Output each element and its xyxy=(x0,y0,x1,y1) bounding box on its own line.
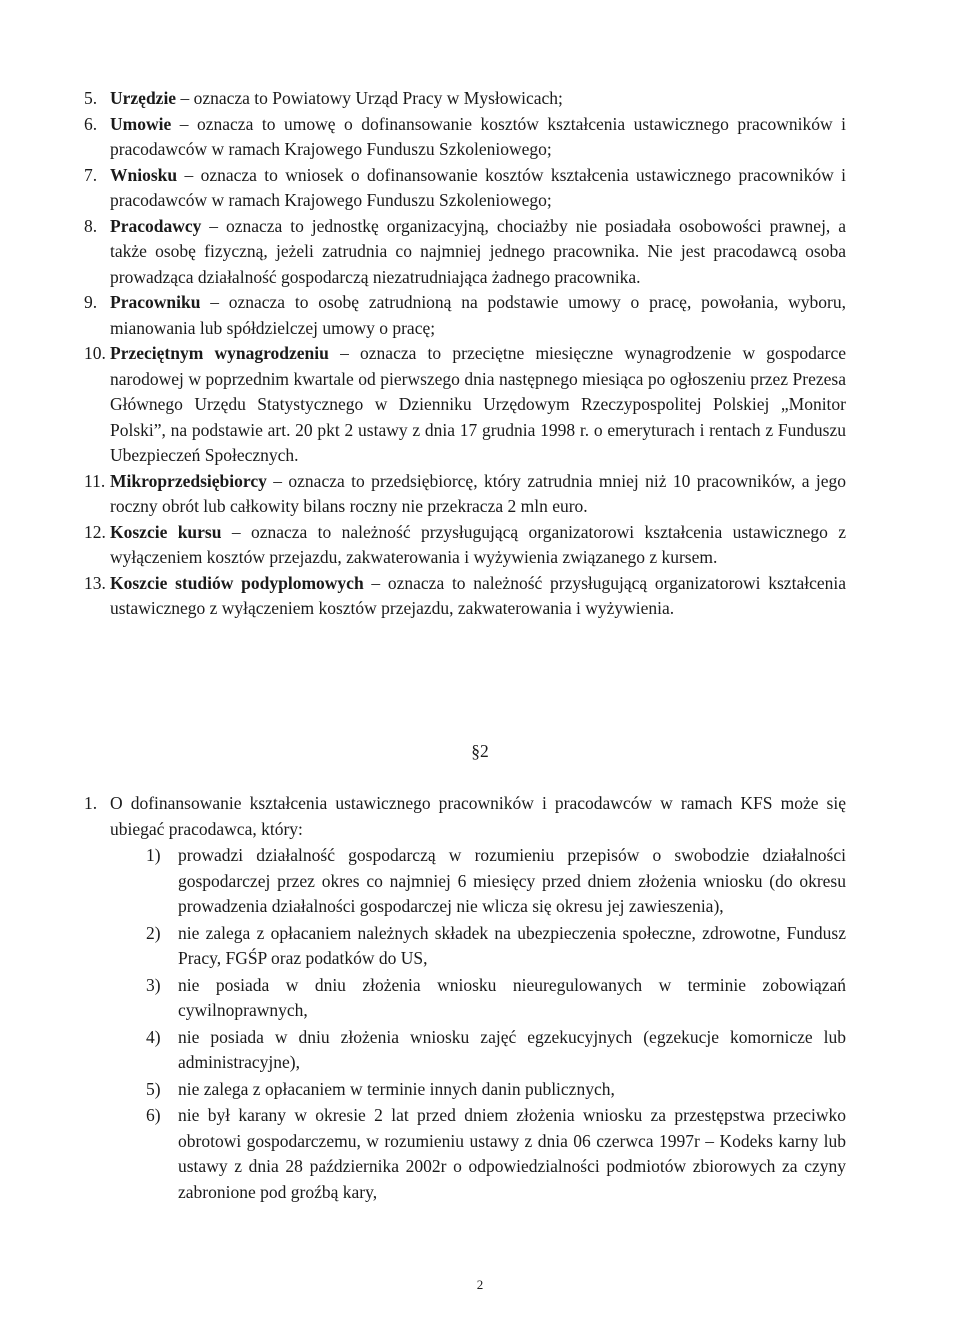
defined-term: Koszcie kursu xyxy=(110,521,222,542)
item-number: 1. xyxy=(84,793,98,813)
item-number: 6. xyxy=(84,113,98,134)
condition-number: 1) xyxy=(146,845,161,865)
defined-term: Pracowniku xyxy=(110,292,201,312)
section-2-paragraph xyxy=(84,791,846,842)
condition-text: nie zalega z opłacaniem należnych składek na ubezpieczenia społeczne, zdrowotne, Fundusz Pracy, FGŚP oraz podatków do US, xyxy=(178,922,846,968)
condition-item xyxy=(146,1077,846,1103)
section-2-body xyxy=(84,791,846,1205)
definition-item xyxy=(84,571,846,622)
section-heading: §2 xyxy=(471,741,489,761)
condition-item xyxy=(146,921,846,972)
definition-text: – oznacza to wniosek o dofinansowanie kosztów kształcenia ustawicznego pracowników i pracodawców w ramach Krajowego Funduszu Szkoleniowego; xyxy=(110,164,846,210)
definition-text: – oznacza to Powiatowy Urząd Pracy w Mysłowicach; xyxy=(176,88,563,108)
condition-text: nie był karany w okresie 2 lat przed dniem złożenia wniosku za przestępstwa przeciwko obrotowi gospodarczemu, w rozumieniu ustawy z dnia 06 czerwca 1997r – Kodeks karny lub ustawy z dnia 28 października 2002r o odpowiedzialności podmiotów zbiorowych za czyny zabronione pod groźbą kary, xyxy=(178,1105,846,1202)
condition-number: 6) xyxy=(146,1105,161,1125)
paragraph-intro: O dofinansowanie kształcenia ustawicznego pracowników i pracodawców w ramach KFS może się ubiegać pracodawca, który: xyxy=(110,793,846,839)
condition-item xyxy=(146,1025,846,1076)
definition-item xyxy=(84,86,846,112)
condition-number: 2) xyxy=(146,922,161,943)
definition-item xyxy=(84,163,846,214)
definition-text: – oznacza to umowę o dofinansowanie kosztów kształcenia ustawicznego pracowników i pracodawców w ramach Krajowego Funduszu Szkoleniowego; xyxy=(110,113,846,159)
defined-term: Umowie xyxy=(110,113,172,134)
definition-item xyxy=(84,341,846,469)
definition-text: – oznacza to należność przysługującą organizatorowi kształcenia ustawicznego z wyłączeniem kosztów przejazdu, zakwaterowania i wyżywienia. xyxy=(110,572,846,618)
condition-item xyxy=(146,843,846,920)
condition-number: 4) xyxy=(146,1026,161,1047)
condition-text: nie posiada w dniu złożenia wniosku nieuregulowanych w terminie zobowiązań cywilnoprawnych, xyxy=(178,974,846,1020)
condition-number: 3) xyxy=(146,974,161,995)
defined-term: Przeciętnym wynagrodzeniu xyxy=(110,343,329,363)
definition-text: – oznacza to przeciętne miesięczne wynagrodzenie w gospodarce narodowej w poprzednim kwartale od pierwszego dnia następnego miesiąca po ogłoszeniu przez Prezesa Głównego Urzędu Statystycznego w Dzienniku Urzędowym Rzeczypospolitej Polskiej „Monitor Polski”, na podstawie art. 20 pkt 2 ustawy z dnia 17 grudnia 1998 r. o emeryturach i rentach z Funduszu Ubezpieczeń Społecznych. xyxy=(110,343,846,465)
definition-item xyxy=(84,520,846,571)
definition-text: – oznacza to należność przysługującą organizatorowi kształcenia ustawicznego z wyłączeniem kosztów przejazdu, zakwaterowania i wyżywienia związanego z kursem. xyxy=(110,521,846,567)
definitions-list xyxy=(84,86,846,622)
definition-item xyxy=(84,290,846,341)
definition-item xyxy=(84,214,846,291)
defined-term: Koszcie studiów podyplomowych xyxy=(110,572,364,593)
definition-text: – oznacza to jednostkę organizacyjną, chociażby nie posiadała osobowości prawnej, a także osobę fizyczną, jeżeli zatrudnia co najmniej jednego pracownika. Nie jest pracodawcą osoba prowadząca działalność gospodarczą niezatrudniająca żadnego pracownika. xyxy=(110,215,846,287)
condition-item xyxy=(146,1103,846,1205)
page-number: 2 xyxy=(476,1277,484,1292)
definition-item xyxy=(84,112,846,163)
defined-term: Mikroprzedsiębiorcy xyxy=(110,470,267,491)
definition-text: – oznacza to osobę zatrudnioną na podstawie umowy o pracę, powołania, wyboru, mianowania lub spółdzielczej umowy o pracę; xyxy=(110,292,846,338)
item-number: 11. xyxy=(84,470,106,491)
item-number: 7. xyxy=(84,164,98,185)
item-number: 13. xyxy=(84,572,106,593)
condition-text: nie zalega z opłacaniem w terminie innych danin publicznych, xyxy=(178,1078,615,1099)
condition-item xyxy=(146,973,846,1024)
item-number: 10. xyxy=(84,343,106,363)
defined-term: Pracodawcy xyxy=(110,215,202,236)
item-number: 12. xyxy=(84,521,106,542)
item-number: 8. xyxy=(84,215,98,236)
condition-number: 5) xyxy=(146,1078,161,1099)
item-number: 9. xyxy=(84,292,98,312)
condition-text: nie posiada w dniu złożenia wniosku zajęć egzekucyjnych (egzekucje komornicze lub administracyjne), xyxy=(178,1026,846,1072)
defined-term: Urzędzie xyxy=(110,88,177,108)
item-number: 5. xyxy=(84,88,98,108)
definition-text: – oznacza to przedsiębiorcę, który zatrudnia mniej niż 10 pracowników, a jego roczny obrót lub całkowity bilans roczny nie przekracza 2 mln euro. xyxy=(110,470,846,516)
condition-text: prowadzi działalność gospodarczą w rozumieniu przepisów o swobodzie działalności gospodarczej przez okres co najmniej 6 miesięcy przed dniem złożenia wniosku (do okresu prowadzenia działalności gospodarczej nie wlicza się okresu jej zawieszenia), xyxy=(178,845,846,916)
conditions-list xyxy=(146,843,846,1205)
defined-term: Wniosku xyxy=(110,164,178,185)
definition-item xyxy=(84,469,846,520)
